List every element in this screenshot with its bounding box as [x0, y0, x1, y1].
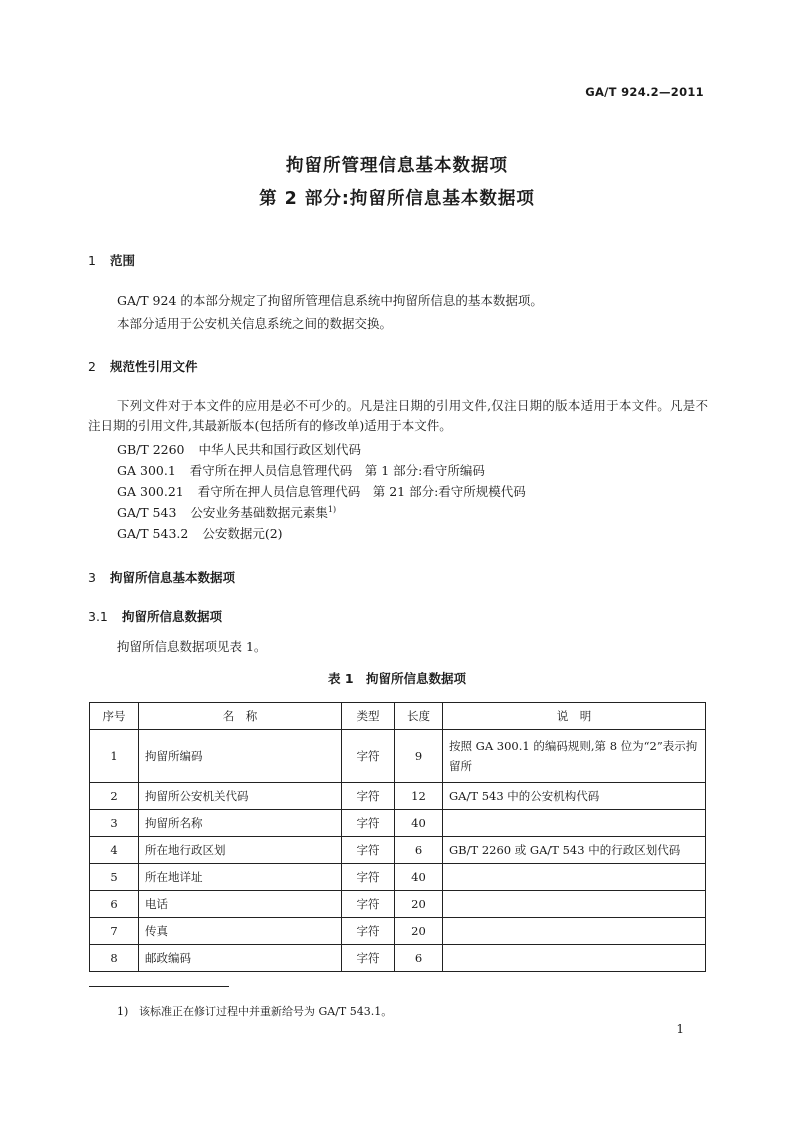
reference-code: GA 300.1	[117, 463, 176, 478]
table-row	[90, 918, 706, 945]
table-row	[90, 945, 706, 972]
cell-seq: 7	[90, 918, 139, 945]
page-number: 1	[676, 1022, 684, 1036]
section-number: 3	[88, 570, 96, 585]
cell-seq: 5	[90, 864, 139, 891]
cell-type: 字符	[342, 918, 395, 945]
section-1-heading	[88, 251, 135, 269]
cell-seq: 8	[90, 945, 139, 972]
table-row	[90, 891, 706, 918]
reference-title: 公安业务基础数据元素集	[190, 505, 328, 520]
data-items-table	[89, 702, 706, 972]
cell-name: 电话	[139, 891, 342, 918]
cell-type: 字符	[342, 810, 395, 837]
section-3-heading	[88, 568, 235, 586]
cell-description	[443, 891, 706, 918]
table-row	[90, 730, 706, 783]
cell-type: 字符	[342, 864, 395, 891]
section-1-paragraph-1: GA/T 924 的本部分规定了拘留所管理信息系统中拘留所信息的基本数据项。	[117, 293, 543, 308]
header-length: 长度	[395, 703, 443, 730]
cell-length: 40	[395, 864, 443, 891]
reference-item	[117, 482, 526, 500]
section-number: 3.1	[88, 609, 108, 624]
section-title: 规范性引用文件	[110, 359, 198, 374]
section-title: 范围	[110, 253, 136, 268]
section-number: 2	[88, 359, 96, 374]
cell-name: 邮政编码	[139, 945, 342, 972]
reference-item	[117, 440, 361, 458]
section-2-heading	[88, 357, 198, 375]
header-seq: 序号	[90, 703, 139, 730]
reference-title: 看守所在押人员信息管理代码 第 21 部分:看守所规模代码	[197, 484, 526, 499]
section-3-1-heading	[88, 607, 222, 625]
table-header-row	[90, 703, 706, 730]
reference-item	[117, 461, 485, 479]
cell-length: 20	[395, 918, 443, 945]
section-1-paragraph-2: 本部分适用于公安机关信息系统之间的数据交换。	[117, 316, 393, 331]
cell-length: 6	[395, 837, 443, 864]
footnote	[117, 1003, 392, 1019]
cell-name: 拘留所名称	[139, 810, 342, 837]
table-row	[90, 783, 706, 810]
cell-length: 40	[395, 810, 443, 837]
document-title-line1: 拘留所管理信息基本数据项	[286, 156, 508, 176]
table-row	[90, 810, 706, 837]
header-name: 名 称	[139, 703, 342, 730]
section-number: 1	[88, 253, 96, 268]
header-type: 类型	[342, 703, 395, 730]
cell-length: 12	[395, 783, 443, 810]
table-caption: 表 1 拘留所信息数据项	[327, 671, 467, 686]
cell-description	[443, 945, 706, 972]
cell-type: 字符	[342, 730, 395, 783]
section-2-intro: 下列文件对于本文件的应用是必不可少的。凡是注日期的引用文件,仅注日期的版本适用于本文件。凡是不注日期的引用文件,其最新版本(包括所有的修改单)适用于本文件。	[88, 398, 708, 433]
cell-name: 所在地详址	[139, 864, 342, 891]
cell-name: 所在地行政区划	[139, 837, 342, 864]
cell-type: 字符	[342, 945, 395, 972]
footnote-text: 该标准正在修订过程中并重新给号为 GA/T 543.1。	[139, 1005, 393, 1018]
cell-type: 字符	[342, 837, 395, 864]
section-title: 拘留所信息基本数据项	[110, 570, 236, 585]
reference-item	[117, 524, 283, 542]
reference-code: GA 300.21	[117, 484, 184, 499]
cell-seq: 6	[90, 891, 139, 918]
cell-description: 按照 GA 300.1 的编码规则,第 8 位为“2”表示拘留所	[443, 730, 706, 783]
cell-seq: 2	[90, 783, 139, 810]
footnote-mark: 1)	[117, 1005, 129, 1018]
reference-title: 看守所在押人员信息管理代码 第 1 部分:看守所编码	[189, 463, 485, 478]
footnote-marker: 1)	[327, 504, 337, 514]
cell-length: 20	[395, 891, 443, 918]
table-row	[90, 864, 706, 891]
standard-code: GA/T 924.2—2011	[585, 85, 704, 99]
cell-type: 字符	[342, 891, 395, 918]
cell-length: 6	[395, 945, 443, 972]
cell-seq: 1	[90, 730, 139, 783]
section-3-1-paragraph: 拘留所信息数据项见表 1。	[117, 639, 267, 654]
reference-code: GB/T 2260	[117, 442, 185, 457]
cell-seq: 4	[90, 837, 139, 864]
cell-description	[443, 864, 706, 891]
cell-length: 9	[395, 730, 443, 783]
cell-description: GA/T 543 中的公安机构代码	[443, 783, 706, 810]
reference-code: GA/T 543.2	[117, 526, 189, 541]
cell-seq: 3	[90, 810, 139, 837]
section-title: 拘留所信息数据项	[122, 609, 223, 624]
cell-description	[443, 918, 706, 945]
document-title-line2: 第 2 部分:拘留所信息基本数据项	[259, 189, 535, 209]
reference-title: 中华人民共和国行政区划代码	[198, 442, 362, 457]
reference-item	[117, 503, 336, 521]
reference-code: GA/T 543	[117, 505, 177, 520]
cell-description	[443, 810, 706, 837]
header-description: 说 明	[443, 703, 706, 730]
cell-name: 传真	[139, 918, 342, 945]
table-row	[90, 837, 706, 864]
cell-type: 字符	[342, 783, 395, 810]
cell-name: 拘留所公安机关代码	[139, 783, 342, 810]
footnote-divider	[89, 986, 229, 987]
reference-title: 公安数据元(2)	[202, 526, 283, 541]
cell-description: GB/T 2260 或 GA/T 543 中的行政区划代码	[443, 837, 706, 864]
cell-name: 拘留所编码	[139, 730, 342, 783]
